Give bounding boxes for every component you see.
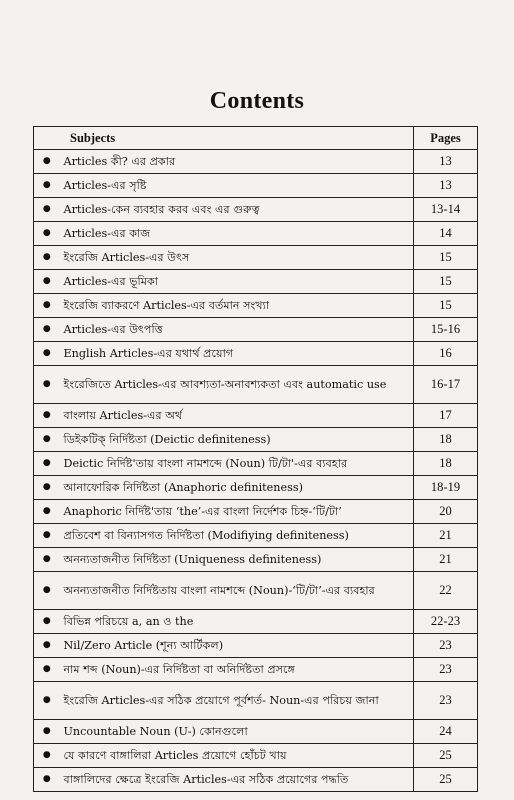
- row-page: 20: [414, 500, 478, 524]
- table-row: [34, 174, 478, 198]
- row-subject: Articles-এর ভূমিকা: [60, 270, 414, 294]
- bullet-icon: ●: [34, 318, 60, 342]
- row-subject: Articles-এর উৎপত্তি: [60, 318, 414, 342]
- table-row: [34, 294, 478, 318]
- table-row: [34, 428, 478, 452]
- row-page: 23: [414, 658, 478, 682]
- row-page: 22: [414, 572, 478, 610]
- row-page: 22-23: [414, 610, 478, 634]
- bullet-icon: ●: [34, 198, 60, 222]
- row-page: 18: [414, 428, 478, 452]
- bullet-icon: ●: [34, 524, 60, 548]
- bullet-icon: ●: [34, 500, 60, 524]
- row-subject: Uncountable Noun (U-) কোনগুলো: [60, 720, 414, 744]
- row-page: 15: [414, 294, 478, 318]
- row-subject: বিভিন্ন পরিচয়ে a, an ও the: [60, 610, 414, 634]
- row-subject: Nil/Zero Article (শূন্য আর্টিকল): [60, 634, 414, 658]
- table-header-row: [34, 127, 478, 150]
- bullet-icon: ●: [34, 174, 60, 198]
- row-page: 15: [414, 270, 478, 294]
- row-page: 18-19: [414, 476, 478, 500]
- row-page: 17: [414, 404, 478, 428]
- row-subject: নাম শব্দ (Noun)-এর নির্দিষ্টতা বা অনির্দিষ্টতা প্রসঙ্গে: [60, 658, 414, 682]
- bullet-icon: ●: [34, 222, 60, 246]
- row-subject: English Articles-এর যথার্থ প্রয়োগ: [60, 342, 414, 366]
- row-subject: ইংরেজিতে Articles-এর আবশ্যতা-অনাবশ্যকতা এবং automatic use: [60, 366, 414, 404]
- row-subject: বাঙ্গালিদের ক্ষেত্রে ইংরেজি Articles-এর সঠিক প্রয়োগের পদ্ধতি: [60, 768, 414, 792]
- table-row: [34, 768, 478, 792]
- row-page: 18: [414, 452, 478, 476]
- table-row: [34, 342, 478, 366]
- table-row: [34, 658, 478, 682]
- table-row: [34, 500, 478, 524]
- bullet-icon: ●: [34, 572, 60, 610]
- bullet-icon: ●: [34, 634, 60, 658]
- row-subject: Deictic নির্দিষ্ট'তায় বাংলা নামশব্দে (Noun) টি/টা'-এর ব্যবহার: [60, 452, 414, 476]
- row-subject: Articles-কেন ব্যবহার করব এবং এর গুরুত্ব: [60, 198, 414, 222]
- table-row: [34, 318, 478, 342]
- contents-table: [33, 126, 478, 792]
- bullet-icon: ●: [34, 150, 60, 174]
- row-page: 15: [414, 246, 478, 270]
- bullet-icon: ●: [34, 682, 60, 720]
- page-title: Contents: [209, 88, 305, 114]
- subjects-header: Subjects: [34, 127, 414, 150]
- row-page: 25: [414, 768, 478, 792]
- row-subject: Anaphoric নির্দিষ্ট'তায় ‘the’-এর বাংলা নির্দেশক চিহ্ন-‘টি/টা’: [60, 500, 414, 524]
- bullet-icon: ●: [34, 658, 60, 682]
- bullet-icon: ●: [34, 476, 60, 500]
- row-subject: Articles কী? এর প্রকার: [60, 150, 414, 174]
- bullet-icon: ●: [34, 452, 60, 476]
- row-page: 13-14: [414, 198, 478, 222]
- row-page: 16: [414, 342, 478, 366]
- row-page: 14: [414, 222, 478, 246]
- table-row: [34, 246, 478, 270]
- row-page: 21: [414, 548, 478, 572]
- table-row: [34, 366, 478, 404]
- bullet-icon: ●: [34, 294, 60, 318]
- row-page: 24: [414, 720, 478, 744]
- table-row: [34, 476, 478, 500]
- row-subject: ইংরেজি ব্যাকরণে Articles-এর বর্তমান সংখ্যা: [60, 294, 414, 318]
- row-subject: আনাফোরিক নির্দিষ্টতা (Anaphoric definiteness): [60, 476, 414, 500]
- table-row: [34, 198, 478, 222]
- row-subject: যে কারণে বাঙ্গালিরা Articles প্রয়োগে হোঁচট খায়: [60, 744, 414, 768]
- row-subject: ইংরেজি Articles-এর উৎস: [60, 246, 414, 270]
- row-subject: বাংলায় Articles-এর অর্থ: [60, 404, 414, 428]
- row-subject: Articles-এর কাজ: [60, 222, 414, 246]
- row-subject: প্রতিবেশ বা বিন্যাসগত নির্দিষ্টতা (Modifiying definiteness): [60, 524, 414, 548]
- row-subject: ইংরেজি Articles-এর সঠিক প্রয়োগে পূর্বশর্ত- Noun-এর পরিচয় জানা: [60, 682, 414, 720]
- bullet-icon: ●: [34, 720, 60, 744]
- bullet-icon: ●: [34, 246, 60, 270]
- table-row: [34, 610, 478, 634]
- bullet-icon: ●: [34, 548, 60, 572]
- row-page: 23: [414, 634, 478, 658]
- bullet-icon: ●: [34, 428, 60, 452]
- row-page: 13: [414, 174, 478, 198]
- table-row: [34, 548, 478, 572]
- table-row: [34, 682, 478, 720]
- table-row: [34, 222, 478, 246]
- row-page: 13: [414, 150, 478, 174]
- row-page: 21: [414, 524, 478, 548]
- row-subject: Articles-এর সৃষ্টি: [60, 174, 414, 198]
- bullet-icon: ●: [34, 768, 60, 792]
- row-subject: অনন্যতাজনীত নির্দিষ্টতায় বাংলা নামশব্দে (Noun)-‘টি/টা’-এর ব্যবহার: [60, 572, 414, 610]
- table-row: [34, 404, 478, 428]
- bullet-icon: ●: [34, 366, 60, 404]
- table-row: [34, 452, 478, 476]
- row-page: 25: [414, 744, 478, 768]
- bullet-icon: ●: [34, 610, 60, 634]
- row-subject: অনন্যতাজনীত নির্দিষ্টতা (Uniqueness definiteness): [60, 548, 414, 572]
- row-page: 16-17: [414, 366, 478, 404]
- table-row: [34, 634, 478, 658]
- table-row: [34, 524, 478, 548]
- row-page: 23: [414, 682, 478, 720]
- table-row: [34, 150, 478, 174]
- table-row: [34, 572, 478, 610]
- row-page: 15-16: [414, 318, 478, 342]
- row-subject: ডিইকটিক্ নির্দিষ্টতা (Deictic definiteness): [60, 428, 414, 452]
- table-row: [34, 720, 478, 744]
- pages-header: Pages: [414, 127, 478, 150]
- table-row: [34, 744, 478, 768]
- bullet-icon: ●: [34, 404, 60, 428]
- bullet-icon: ●: [34, 744, 60, 768]
- bullet-icon: ●: [34, 270, 60, 294]
- bullet-icon: ●: [34, 342, 60, 366]
- table-row: [34, 270, 478, 294]
